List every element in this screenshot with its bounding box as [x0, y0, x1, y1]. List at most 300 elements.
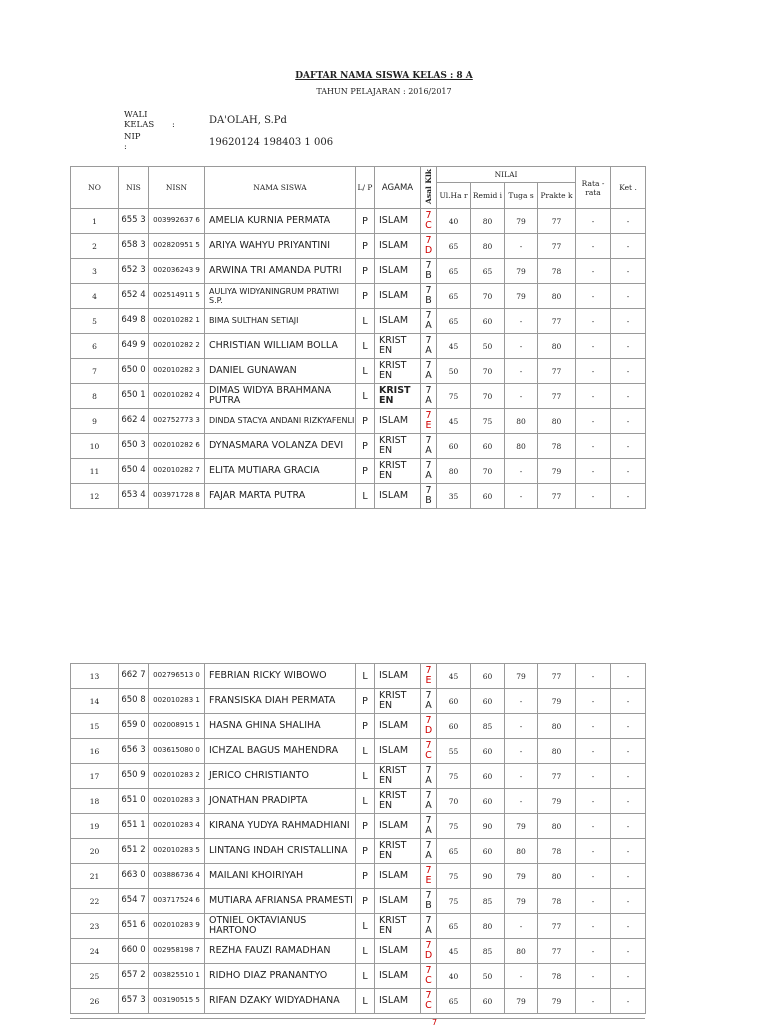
row-nis: 651 2 [119, 839, 149, 864]
row-ket: - [611, 409, 646, 434]
row-asal: 7 A [421, 789, 437, 814]
row-tugas: - [505, 384, 538, 409]
table-row [71, 939, 646, 964]
row-ket: - [611, 714, 646, 739]
row-ket: - [611, 434, 646, 459]
table-row [71, 839, 646, 864]
row-lp: P [356, 434, 375, 459]
row-nisn: 003992637 6 [149, 209, 205, 234]
wali-label-line1: WALI [124, 110, 148, 120]
row-ulha: 75 [437, 864, 471, 889]
row-tugas: - [505, 334, 538, 359]
row-asal: 7 E [421, 864, 437, 889]
row-nama: KIRANA YUDYA RAHMADHIANI [205, 814, 356, 839]
row-nis: 663 0 [119, 864, 149, 889]
row-agama: ISLAM [375, 284, 421, 309]
row-rata: - [576, 459, 611, 484]
row-asal: 7 C [421, 209, 437, 234]
row-no: 5 [71, 309, 119, 334]
row-agama: KRIST EN [375, 839, 421, 864]
document-title: DAFTAR NAMA SISWA KELAS : 8 A [295, 71, 473, 81]
table-row [71, 409, 646, 434]
row-tugas: 79 [505, 209, 538, 234]
row-agama: ISLAM [375, 964, 421, 989]
row-ket: - [611, 839, 646, 864]
row-tugas: 79 [505, 664, 538, 689]
row-remidi: 60 [471, 309, 505, 334]
row-nama: BIMA SULTHAN SETIAJI [205, 309, 356, 334]
table-row [71, 484, 646, 509]
row-no: 14 [71, 689, 119, 714]
table-row [71, 664, 646, 689]
row-ket: - [611, 234, 646, 259]
row-ulha: 65 [437, 309, 471, 334]
row-no: 21 [71, 864, 119, 889]
table-row [71, 889, 646, 914]
row-agama: ISLAM [375, 234, 421, 259]
row-nis: 652 4 [119, 284, 149, 309]
row-no: 19 [71, 814, 119, 839]
row-lp: L [356, 989, 375, 1014]
row-praktek: 79 [538, 689, 576, 714]
row-nisn: 002010283 5 [149, 839, 205, 864]
row-nis: 650 8 [119, 689, 149, 714]
row-ket: - [611, 284, 646, 309]
row-ket: - [611, 209, 646, 234]
row-tugas: 80 [505, 939, 538, 964]
row-ket: - [611, 814, 646, 839]
col-nisn: NISN [149, 167, 205, 209]
row-tugas: 79 [505, 989, 538, 1014]
row-lp: L [356, 914, 375, 939]
row-nama: CHRISTIAN WILLIAM BOLLA [205, 334, 356, 359]
row-rata: - [576, 284, 611, 309]
row-ket: - [611, 889, 646, 914]
row-lp: L [356, 739, 375, 764]
row-lp: L [356, 484, 375, 509]
row-remidi: 60 [471, 839, 505, 864]
row-tugas: 80 [505, 839, 538, 864]
row-rata: - [576, 384, 611, 409]
row-agama: ISLAM [375, 714, 421, 739]
row-ulha: 40 [437, 209, 471, 234]
row-ulha: 45 [437, 664, 471, 689]
col-agama: AGAMA [375, 167, 421, 209]
row-agama: KRIST EN [375, 914, 421, 939]
col-no: NO [71, 167, 119, 209]
row-rata: - [576, 234, 611, 259]
row-no: 20 [71, 839, 119, 864]
row-nama: DYNASMARA VOLANZA DEVI [205, 434, 356, 459]
row-asal: 7 B [421, 484, 437, 509]
row-ulha: 45 [437, 939, 471, 964]
row-ket: - [611, 739, 646, 764]
row-remidi: 80 [471, 914, 505, 939]
row-remidi: 85 [471, 714, 505, 739]
row-asal: 7 C [421, 989, 437, 1014]
col-remidi: Remid i [471, 183, 505, 209]
row-rata: - [576, 964, 611, 989]
row-nis: 653 4 [119, 484, 149, 509]
row-agama: ISLAM [375, 989, 421, 1014]
row-praktek: 80 [538, 714, 576, 739]
row-praktek: 80 [538, 814, 576, 839]
row-remidi: 70 [471, 359, 505, 384]
row-remidi: 60 [471, 989, 505, 1014]
row-nisn: 002010283 2 [149, 764, 205, 789]
row-agama: ISLAM [375, 664, 421, 689]
row-no: 15 [71, 714, 119, 739]
row-nis: 662 4 [119, 409, 149, 434]
row-agama: KRIST EN [375, 459, 421, 484]
row-no: 9 [71, 409, 119, 434]
row-nisn: 002010283 4 [149, 814, 205, 839]
row-asal: 7 A [421, 334, 437, 359]
row-nama: ELITA MUTIARA GRACIA [205, 459, 356, 484]
row-nisn: 002010282 3 [149, 359, 205, 384]
col-nama: NAMA SISWA [205, 167, 356, 209]
row-rata: - [576, 864, 611, 889]
table-row [71, 964, 646, 989]
academic-year: TAHUN PELAJARAN : 2016/2017 [316, 87, 452, 96]
row-nama: MAILANI KHOIRIYAH [205, 864, 356, 889]
row-nama: AMELIA KURNIA PERMATA [205, 209, 356, 234]
row-rata: - [576, 259, 611, 284]
row-ket: - [611, 939, 646, 964]
row-praktek: 77 [538, 209, 576, 234]
row-rata: - [576, 484, 611, 509]
row-nis: 650 0 [119, 359, 149, 384]
row-nama: REZHA FAUZI RAMADHAN [205, 939, 356, 964]
cut-off-class: 7 [432, 1018, 438, 1027]
row-lp: P [356, 814, 375, 839]
row-agama: ISLAM [375, 309, 421, 334]
table-row [71, 814, 646, 839]
row-nama: HASNA GHINA SHALIHA [205, 714, 356, 739]
col-asal: Asal Klk [421, 167, 437, 209]
table-row [71, 259, 646, 284]
row-tugas: 79 [505, 259, 538, 284]
row-ulha: 55 [437, 739, 471, 764]
row-no: 18 [71, 789, 119, 814]
row-rata: - [576, 434, 611, 459]
row-nisn: 002010282 4 [149, 384, 205, 409]
table-row [71, 434, 646, 459]
student-table-bottom [70, 663, 646, 1014]
row-praktek: 79 [538, 459, 576, 484]
table-row [71, 384, 646, 409]
row-rata: - [576, 409, 611, 434]
row-tugas: 79 [505, 284, 538, 309]
row-nis: 651 6 [119, 914, 149, 939]
row-remidi: 60 [471, 664, 505, 689]
row-nisn: 002010283 9 [149, 914, 205, 939]
row-no: 22 [71, 889, 119, 914]
table-row [71, 309, 646, 334]
col-ulha: Ul.Ha r [437, 183, 471, 209]
row-ulha: 45 [437, 409, 471, 434]
row-ulha: 65 [437, 284, 471, 309]
row-nama: ARIYA WAHYU PRIYANTINI [205, 234, 356, 259]
row-agama: ISLAM [375, 484, 421, 509]
row-nis: 650 3 [119, 434, 149, 459]
row-ket: - [611, 989, 646, 1014]
row-tugas: - [505, 459, 538, 484]
row-praktek: 78 [538, 434, 576, 459]
row-nis: 652 3 [119, 259, 149, 284]
row-ulha: 75 [437, 814, 471, 839]
row-remidi: 50 [471, 964, 505, 989]
row-praktek: 78 [538, 964, 576, 989]
row-no: 25 [71, 964, 119, 989]
row-nis: 656 3 [119, 739, 149, 764]
row-asal: 7 E [421, 409, 437, 434]
row-praktek: 79 [538, 989, 576, 1014]
table-row [71, 714, 646, 739]
row-tugas: 80 [505, 409, 538, 434]
row-ulha: 65 [437, 839, 471, 864]
row-asal: 7 C [421, 739, 437, 764]
row-asal: 7 B [421, 259, 437, 284]
row-no: 2 [71, 234, 119, 259]
row-nis: 655 3 [119, 209, 149, 234]
row-remidi: 60 [471, 739, 505, 764]
row-rata: - [576, 789, 611, 814]
row-nis: 660 0 [119, 939, 149, 964]
row-no: 3 [71, 259, 119, 284]
row-nisn: 003190515 5 [149, 989, 205, 1014]
row-ket: - [611, 459, 646, 484]
row-nisn: 002010283 3 [149, 789, 205, 814]
row-ulha: 70 [437, 789, 471, 814]
row-tugas: 79 [505, 814, 538, 839]
row-nisn: 003717524 6 [149, 889, 205, 914]
row-praktek: 78 [538, 259, 576, 284]
col-tugas: Tuga s [505, 183, 538, 209]
table-row [71, 234, 646, 259]
row-asal: 7 A [421, 434, 437, 459]
row-asal: 7 A [421, 839, 437, 864]
row-ket: - [611, 764, 646, 789]
row-asal: 7 E [421, 664, 437, 689]
row-agama: KRIST EN [375, 359, 421, 384]
row-tugas: 79 [505, 889, 538, 914]
table-row [71, 764, 646, 789]
row-praktek: 77 [538, 914, 576, 939]
row-asal: 7 A [421, 384, 437, 409]
row-rata: - [576, 839, 611, 864]
row-nisn: 002752773 3 [149, 409, 205, 434]
row-agama: ISLAM [375, 259, 421, 284]
row-nis: 649 9 [119, 334, 149, 359]
row-tugas: - [505, 309, 538, 334]
row-nisn: 003615080 0 [149, 739, 205, 764]
row-tugas: - [505, 739, 538, 764]
row-rata: - [576, 939, 611, 964]
row-rata: - [576, 209, 611, 234]
row-lp: L [356, 384, 375, 409]
row-nama: OTNIEL OKTAVIANUS HARTONO [205, 914, 356, 939]
row-nama: JONATHAN PRADIPTA [205, 789, 356, 814]
row-ket: - [611, 259, 646, 284]
col-nilai: NILAI [437, 167, 576, 183]
row-praktek: 77 [538, 359, 576, 384]
row-asal: 7 A [421, 459, 437, 484]
table-row [71, 789, 646, 814]
row-praktek: 80 [538, 334, 576, 359]
row-no: 13 [71, 664, 119, 689]
row-ulha: 80 [437, 459, 471, 484]
row-remidi: 90 [471, 814, 505, 839]
row-lp: L [356, 309, 375, 334]
wali-value: DA'OLAH, S.Pd [209, 115, 287, 126]
row-praktek: 77 [538, 939, 576, 964]
table-row [71, 739, 646, 764]
row-asal: 7 A [421, 309, 437, 334]
row-praktek: 77 [538, 764, 576, 789]
row-remidi: 60 [471, 434, 505, 459]
row-nama: DANIEL GUNAWAN [205, 359, 356, 384]
row-ulha: 40 [437, 964, 471, 989]
nip-label: NIP : [124, 132, 141, 152]
row-nis: 658 3 [119, 234, 149, 259]
row-tugas: - [505, 914, 538, 939]
row-lp: L [356, 764, 375, 789]
table-row [71, 989, 646, 1014]
row-agama: ISLAM [375, 889, 421, 914]
row-ket: - [611, 484, 646, 509]
table-row [71, 209, 646, 234]
row-tugas: - [505, 359, 538, 384]
row-ulha: 35 [437, 484, 471, 509]
row-remidi: 75 [471, 409, 505, 434]
row-rata: - [576, 814, 611, 839]
row-remidi: 85 [471, 939, 505, 964]
student-table-top [70, 166, 646, 509]
row-asal: 7 A [421, 359, 437, 384]
row-tugas: - [505, 964, 538, 989]
row-nisn: 002010282 6 [149, 434, 205, 459]
row-nisn: 003971728 8 [149, 484, 205, 509]
row-no: 11 [71, 459, 119, 484]
row-rata: - [576, 989, 611, 1014]
row-nis: 651 1 [119, 814, 149, 839]
row-ket: - [611, 664, 646, 689]
row-no: 16 [71, 739, 119, 764]
row-remidi: 80 [471, 234, 505, 259]
row-remidi: 90 [471, 864, 505, 889]
row-ket: - [611, 689, 646, 714]
row-lp: P [356, 459, 375, 484]
row-tugas: - [505, 689, 538, 714]
row-praktek: 77 [538, 484, 576, 509]
row-praktek: 80 [538, 409, 576, 434]
row-agama: KRIST EN [375, 434, 421, 459]
row-lp: P [356, 864, 375, 889]
row-ulha: 65 [437, 914, 471, 939]
row-praktek: 77 [538, 384, 576, 409]
wali-label [124, 110, 175, 130]
row-ulha: 65 [437, 989, 471, 1014]
row-asal: 7 A [421, 914, 437, 939]
row-lp: L [356, 939, 375, 964]
row-no: 17 [71, 764, 119, 789]
row-agama: ISLAM [375, 409, 421, 434]
row-nama: FAJAR MARTA PUTRA [205, 484, 356, 509]
row-ket: - [611, 914, 646, 939]
col-rata: Rata -rata [576, 167, 611, 209]
row-rata: - [576, 664, 611, 689]
row-nisn: 002010282 1 [149, 309, 205, 334]
row-ulha: 75 [437, 384, 471, 409]
row-nama: DIMAS WIDYA BRAHMANA PUTRA [205, 384, 356, 409]
row-nis: 649 8 [119, 309, 149, 334]
row-no: 26 [71, 989, 119, 1014]
row-remidi: 80 [471, 209, 505, 234]
row-nama: JERICO CHRISTIANTO [205, 764, 356, 789]
row-lp: P [356, 689, 375, 714]
row-ulha: 75 [437, 764, 471, 789]
row-rata: - [576, 764, 611, 789]
row-asal: 7 B [421, 889, 437, 914]
row-nis: 659 0 [119, 714, 149, 739]
row-asal: 7 D [421, 234, 437, 259]
row-praktek: 80 [538, 864, 576, 889]
row-praktek: 78 [538, 839, 576, 864]
row-rata: - [576, 689, 611, 714]
row-agama: KRIST EN [375, 789, 421, 814]
row-nis: 657 3 [119, 989, 149, 1014]
row-ket: - [611, 864, 646, 889]
row-nisn: 002036243 9 [149, 259, 205, 284]
row-nisn: 002008915 1 [149, 714, 205, 739]
row-lp: L [356, 789, 375, 814]
row-rata: - [576, 359, 611, 384]
row-nisn: 002796513 0 [149, 664, 205, 689]
row-nama: FEBRIAN RICKY WIBOWO [205, 664, 356, 689]
row-lp: L [356, 964, 375, 989]
row-lp: P [356, 889, 375, 914]
row-rata: - [576, 334, 611, 359]
row-nama: LINTANG INDAH CRISTALLINA [205, 839, 356, 864]
row-nis: 662 7 [119, 664, 149, 689]
table-row [71, 689, 646, 714]
row-praktek: 78 [538, 889, 576, 914]
row-remidi: 60 [471, 789, 505, 814]
row-ulha: 65 [437, 234, 471, 259]
row-asal: 7 A [421, 764, 437, 789]
row-asal: 7 A [421, 814, 437, 839]
row-agama: KRIST EN [375, 384, 421, 409]
row-remidi: 85 [471, 889, 505, 914]
row-ulha: 60 [437, 434, 471, 459]
row-nama: RIFAN DZAKY WIDYADHANA [205, 989, 356, 1014]
row-ket: - [611, 359, 646, 384]
row-remidi: 65 [471, 259, 505, 284]
row-nis: 650 1 [119, 384, 149, 409]
row-nisn: 002010282 2 [149, 334, 205, 359]
row-nama: ARWINA TRI AMANDA PUTRI [205, 259, 356, 284]
row-ulha: 60 [437, 689, 471, 714]
row-nama: AULIYA WIDYANINGRUM PRATIWI S.P. [205, 284, 356, 309]
row-ulha: 65 [437, 259, 471, 284]
row-remidi: 70 [471, 459, 505, 484]
row-nisn: 002514911 5 [149, 284, 205, 309]
row-ulha: 60 [437, 714, 471, 739]
row-tugas: 80 [505, 434, 538, 459]
row-agama: KRIST EN [375, 689, 421, 714]
row-remidi: 70 [471, 284, 505, 309]
